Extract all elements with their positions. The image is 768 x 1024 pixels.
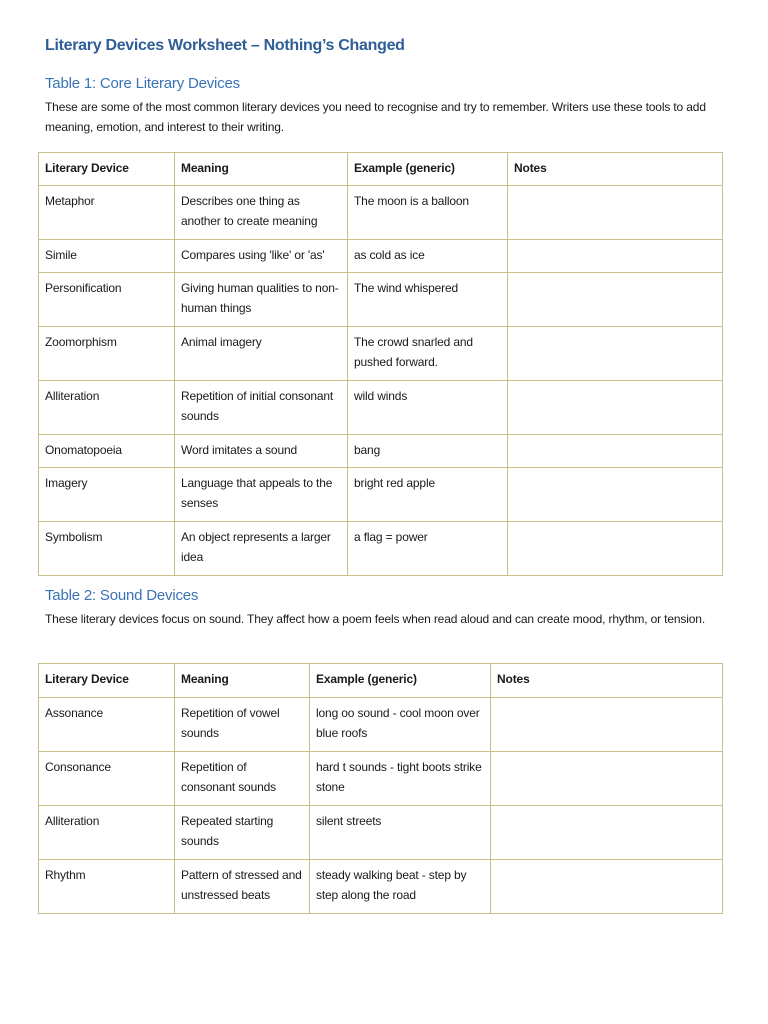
column-header: Literary Device bbox=[39, 153, 175, 186]
notes-cell[interactable] bbox=[491, 806, 723, 860]
notes-cell[interactable] bbox=[508, 327, 723, 381]
device-cell: Personification bbox=[39, 273, 175, 327]
example-cell: long oo sound - cool moon over blue roofs bbox=[310, 698, 491, 752]
device-cell: Symbolism bbox=[39, 522, 175, 576]
table-row bbox=[39, 186, 723, 240]
table-row bbox=[39, 381, 723, 435]
table1-intro: These are some of the most common literary devices you need to recognise and try to remember. Writers use these tools to add meaning, emotion, and interest to their writing. bbox=[45, 100, 706, 134]
column-header: Literary Device bbox=[39, 664, 175, 698]
notes-cell[interactable] bbox=[508, 240, 723, 273]
meaning-cell: Animal imagery bbox=[175, 327, 348, 381]
example-cell: as cold as ice bbox=[348, 240, 508, 273]
column-header: Meaning bbox=[175, 664, 310, 698]
column-header: Example (generic) bbox=[310, 664, 491, 698]
device-cell: Alliteration bbox=[39, 381, 175, 435]
meaning-cell: Repetition of consonant sounds bbox=[175, 752, 310, 806]
device-cell: Alliteration bbox=[39, 806, 175, 860]
column-header: Notes bbox=[508, 153, 723, 186]
example-cell: silent streets bbox=[310, 806, 491, 860]
example-cell: The moon is a balloon bbox=[348, 186, 508, 240]
column-header: Meaning bbox=[175, 153, 348, 186]
device-cell: Rhythm bbox=[39, 860, 175, 914]
core-literary-devices-table bbox=[38, 152, 723, 576]
table-row bbox=[39, 806, 723, 860]
table-row bbox=[39, 698, 723, 752]
table-row bbox=[39, 327, 723, 381]
notes-cell[interactable] bbox=[491, 698, 723, 752]
meaning-cell: Repetition of vowel sounds bbox=[175, 698, 310, 752]
table-header-row bbox=[39, 153, 723, 186]
example-cell: The wind whispered bbox=[348, 273, 508, 327]
column-header: Notes bbox=[491, 664, 723, 698]
table-row bbox=[39, 273, 723, 327]
notes-cell[interactable] bbox=[508, 273, 723, 327]
column-header: Example (generic) bbox=[348, 153, 508, 186]
meaning-cell: Repetition of initial consonant sounds bbox=[175, 381, 348, 435]
meaning-cell: Pattern of stressed and unstressed beats bbox=[175, 860, 310, 914]
device-cell: Zoomorphism bbox=[39, 327, 175, 381]
table1-heading: Table 1: Core Literary Devices bbox=[45, 75, 240, 92]
notes-cell[interactable] bbox=[508, 381, 723, 435]
example-cell: steady walking beat - step by step along the road bbox=[310, 860, 491, 914]
table-header-row bbox=[39, 664, 723, 698]
meaning-cell: Language that appeals to the senses bbox=[175, 468, 348, 522]
table-row bbox=[39, 752, 723, 806]
notes-cell[interactable] bbox=[508, 435, 723, 468]
meaning-cell: An object represents a larger idea bbox=[175, 522, 348, 576]
device-cell: Assonance bbox=[39, 698, 175, 752]
notes-cell[interactable] bbox=[491, 752, 723, 806]
notes-cell[interactable] bbox=[491, 860, 723, 914]
example-cell: wild winds bbox=[348, 381, 508, 435]
example-cell: a flag = power bbox=[348, 522, 508, 576]
device-cell: Consonance bbox=[39, 752, 175, 806]
table-row bbox=[39, 240, 723, 273]
document-title: Literary Devices Worksheet – Nothing’s Changed bbox=[45, 37, 405, 54]
meaning-cell: Word imitates a sound bbox=[175, 435, 348, 468]
notes-cell[interactable] bbox=[508, 186, 723, 240]
notes-cell[interactable] bbox=[508, 468, 723, 522]
device-cell: Onomatopoeia bbox=[39, 435, 175, 468]
table2-intro: These literary devices focus on sound. They affect how a poem feels when read aloud and can create mood, rhythm, or tension. bbox=[45, 612, 706, 626]
example-cell: bright red apple bbox=[348, 468, 508, 522]
meaning-cell: Describes one thing as another to create meaning bbox=[175, 186, 348, 240]
device-cell: Imagery bbox=[39, 468, 175, 522]
table-row bbox=[39, 435, 723, 468]
notes-cell[interactable] bbox=[508, 522, 723, 576]
table-row bbox=[39, 522, 723, 576]
example-cell: hard t sounds - tight boots strike stone bbox=[310, 752, 491, 806]
example-cell: The crowd snarled and pushed forward. bbox=[348, 327, 508, 381]
meaning-cell: Repeated starting sounds bbox=[175, 806, 310, 860]
example-cell: bang bbox=[348, 435, 508, 468]
sound-devices-table bbox=[38, 663, 723, 914]
table-row bbox=[39, 468, 723, 522]
device-cell: Simile bbox=[39, 240, 175, 273]
device-cell: Metaphor bbox=[39, 186, 175, 240]
meaning-cell: Giving human qualities to non-human things bbox=[175, 273, 348, 327]
table-row bbox=[39, 860, 723, 914]
table2-heading: Table 2: Sound Devices bbox=[45, 587, 199, 604]
meaning-cell: Compares using 'like' or 'as' bbox=[175, 240, 348, 273]
